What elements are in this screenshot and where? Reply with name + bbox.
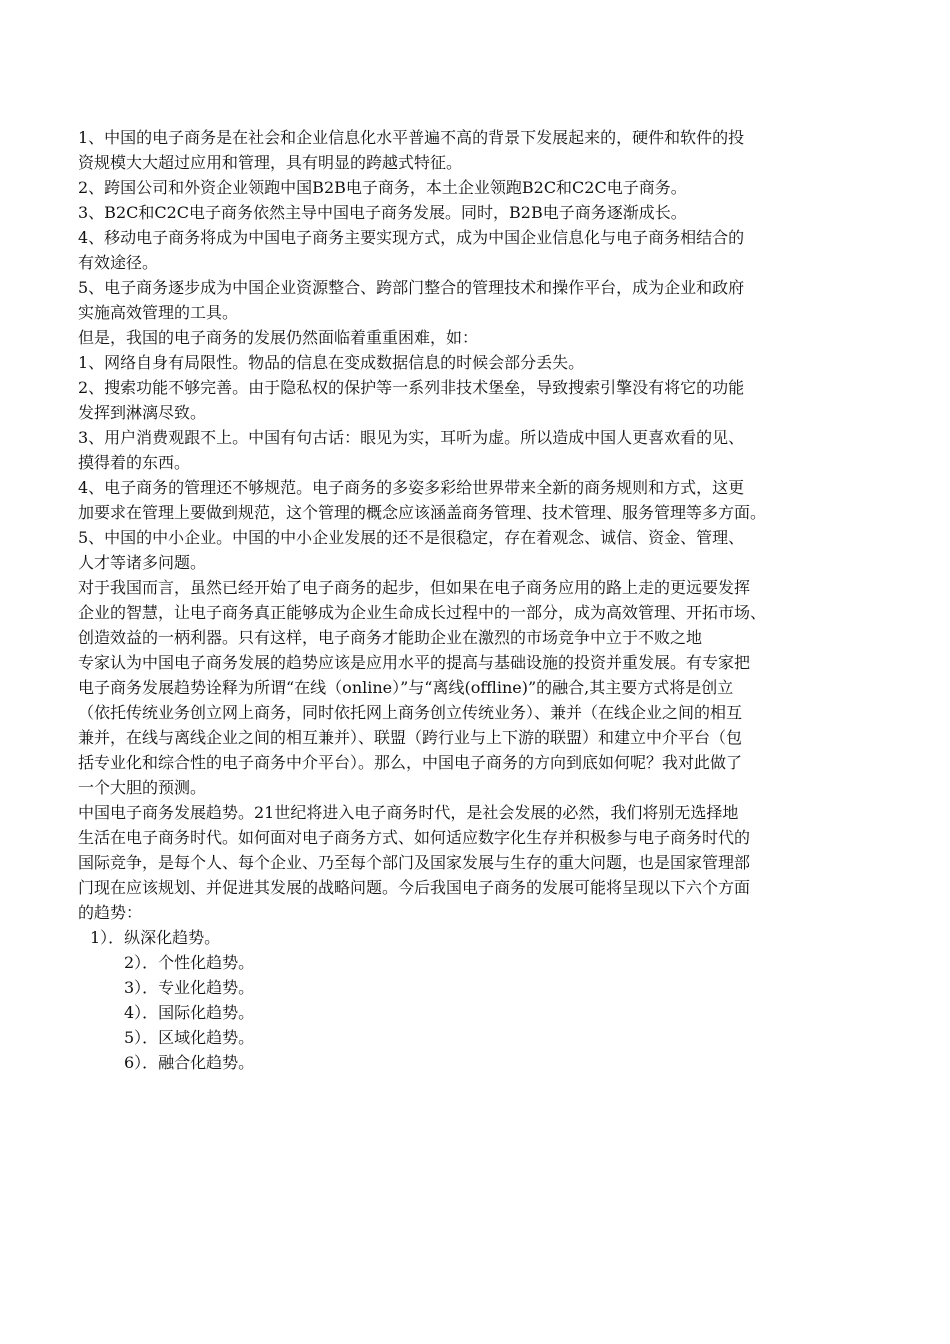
text-line: 资规模大大超过应用和管理，具有明显的跨越式特征。: [78, 153, 463, 172]
text-line: 2、搜索功能不够完善。由于隐私权的保护等一系列非技术堡垒，导致搜索引擎没有将它的功能: [78, 378, 745, 397]
text-line: 摸得着的东西。: [78, 453, 191, 472]
text-line: 4、移动电子商务将成为中国电子商务主要实现方式，成为中国企业信息化与电子商务相结合的: [78, 228, 745, 247]
text-line: 4、电子商务的管理还不够规范。电子商务的多姿多彩给世界带来全新的商务规则和方式，这更: [78, 478, 745, 497]
text-line: 电子商务发展趋势诠释为所谓“在线（online）”与“离线(offline)”的融合,其主要方式将是创立: [78, 678, 734, 697]
text-line: 人才等诸多问题。: [78, 553, 207, 572]
text-line: 1、网络自身有局限性。物品的信息在变成数据信息的时候会部分丢失。: [78, 353, 585, 372]
text-line: 3、用户消费观跟不上。中国有句古话：眼见为实，耳听为虚。所以造成中国人更喜欢看的见、: [78, 428, 745, 447]
text-line: 门现在应该规划、并促进其发展的战略问题。今后我国电子商务的发展可能将呈现以下六个方面: [78, 878, 751, 897]
trend-item: 3）．专业化趋势。: [124, 978, 255, 997]
text-line: 的趋势：: [78, 903, 143, 922]
text-line: （依托传统业务创立网上商务，同时依托网上商务创立传统业务）、兼并（在线企业之间的相互: [78, 703, 743, 722]
text-line: 5、中国的中小企业。中国的中小企业发展的还不是很稳定，存在着观念、诚信、资金、管理、: [78, 528, 745, 547]
text-line: 企业的智慧，让电子商务真正能够成为企业生命成长过程中的一部分，成为高效管理、开拓市场、: [78, 603, 767, 622]
text-line: 生活在电子商务时代。如何面对电子商务方式、如何适应数字化生存并积极参与电子商务时代的: [78, 828, 751, 847]
text-line: 专家认为中国电子商务发展的趋势应该是应用水平的提高与基础设施的投资并重发展。有专家把: [78, 653, 751, 672]
trend-item: 4）．国际化趋势。: [124, 1003, 255, 1022]
text-line: 但是，我国的电子商务的发展仍然面临着重重困难，如：: [78, 328, 479, 347]
text-line: 3、B2C和C2C电子商务依然主导中国电子商务发展。同时，B2B电子商务逐渐成长。: [78, 203, 687, 222]
trend-item: 5）．区域化趋势。: [124, 1028, 255, 1047]
text-line: 5、电子商务逐步成为中国企业资源整合、跨部门整合的管理技术和操作平台，成为企业和政府: [78, 278, 745, 297]
text-line: 国际竞争，是每个人、每个企业、乃至每个部门及国家发展与生存的重大问题，也是国家管理部: [78, 853, 751, 872]
text-line: 发挥到淋漓尽致。: [78, 403, 207, 422]
text-line: 有效途径。: [78, 253, 159, 272]
text-line: 实施高效管理的工具。: [78, 303, 239, 322]
text-line: 1、中国的电子商务是在社会和企业信息化水平普遍不高的背景下发展起来的，硬件和软件的投: [78, 128, 745, 147]
trend-item: 6）．融合化趋势。: [124, 1053, 255, 1072]
text-line: 括专业化和综合性的电子商务中介平台）。那么，中国电子商务的方向到底如何呢？我对此做了: [78, 753, 743, 772]
text-line: 一个大胆的预测。: [78, 778, 207, 797]
text-line: 兼并，在线与离线企业之间的相互兼并）、联盟（跨行业与上下游的联盟）和建立中介平台（包: [78, 728, 743, 747]
text-line: 对于我国而言，虽然已经开始了电子商务的起步，但如果在电子商务应用的路上走的更远要发挥: [78, 578, 751, 597]
text-line: 创造效益的一柄利器。只有这样，电子商务才能助企业在激烈的市场竞争中立于不败之地: [78, 628, 703, 647]
text-line: 中国电子商务发展趋势。21世纪将进入电子商务时代，是社会发展的必然，我们将别无选择地: [78, 803, 739, 822]
trend-item: 1）．纵深化趋势。: [90, 928, 221, 947]
trend-item: 2）．个性化趋势。: [124, 953, 255, 972]
text-line: 加要求在管理上要做到规范，这个管理的概念应该涵盖商务管理、技术管理、服务管理等多方面。: [78, 503, 767, 522]
text-line: 2、跨国公司和外资企业领跑中国B2B电子商务，本土企业领跑B2C和C2C电子商务。: [78, 178, 687, 197]
document-body: [78, 125, 898, 1075]
